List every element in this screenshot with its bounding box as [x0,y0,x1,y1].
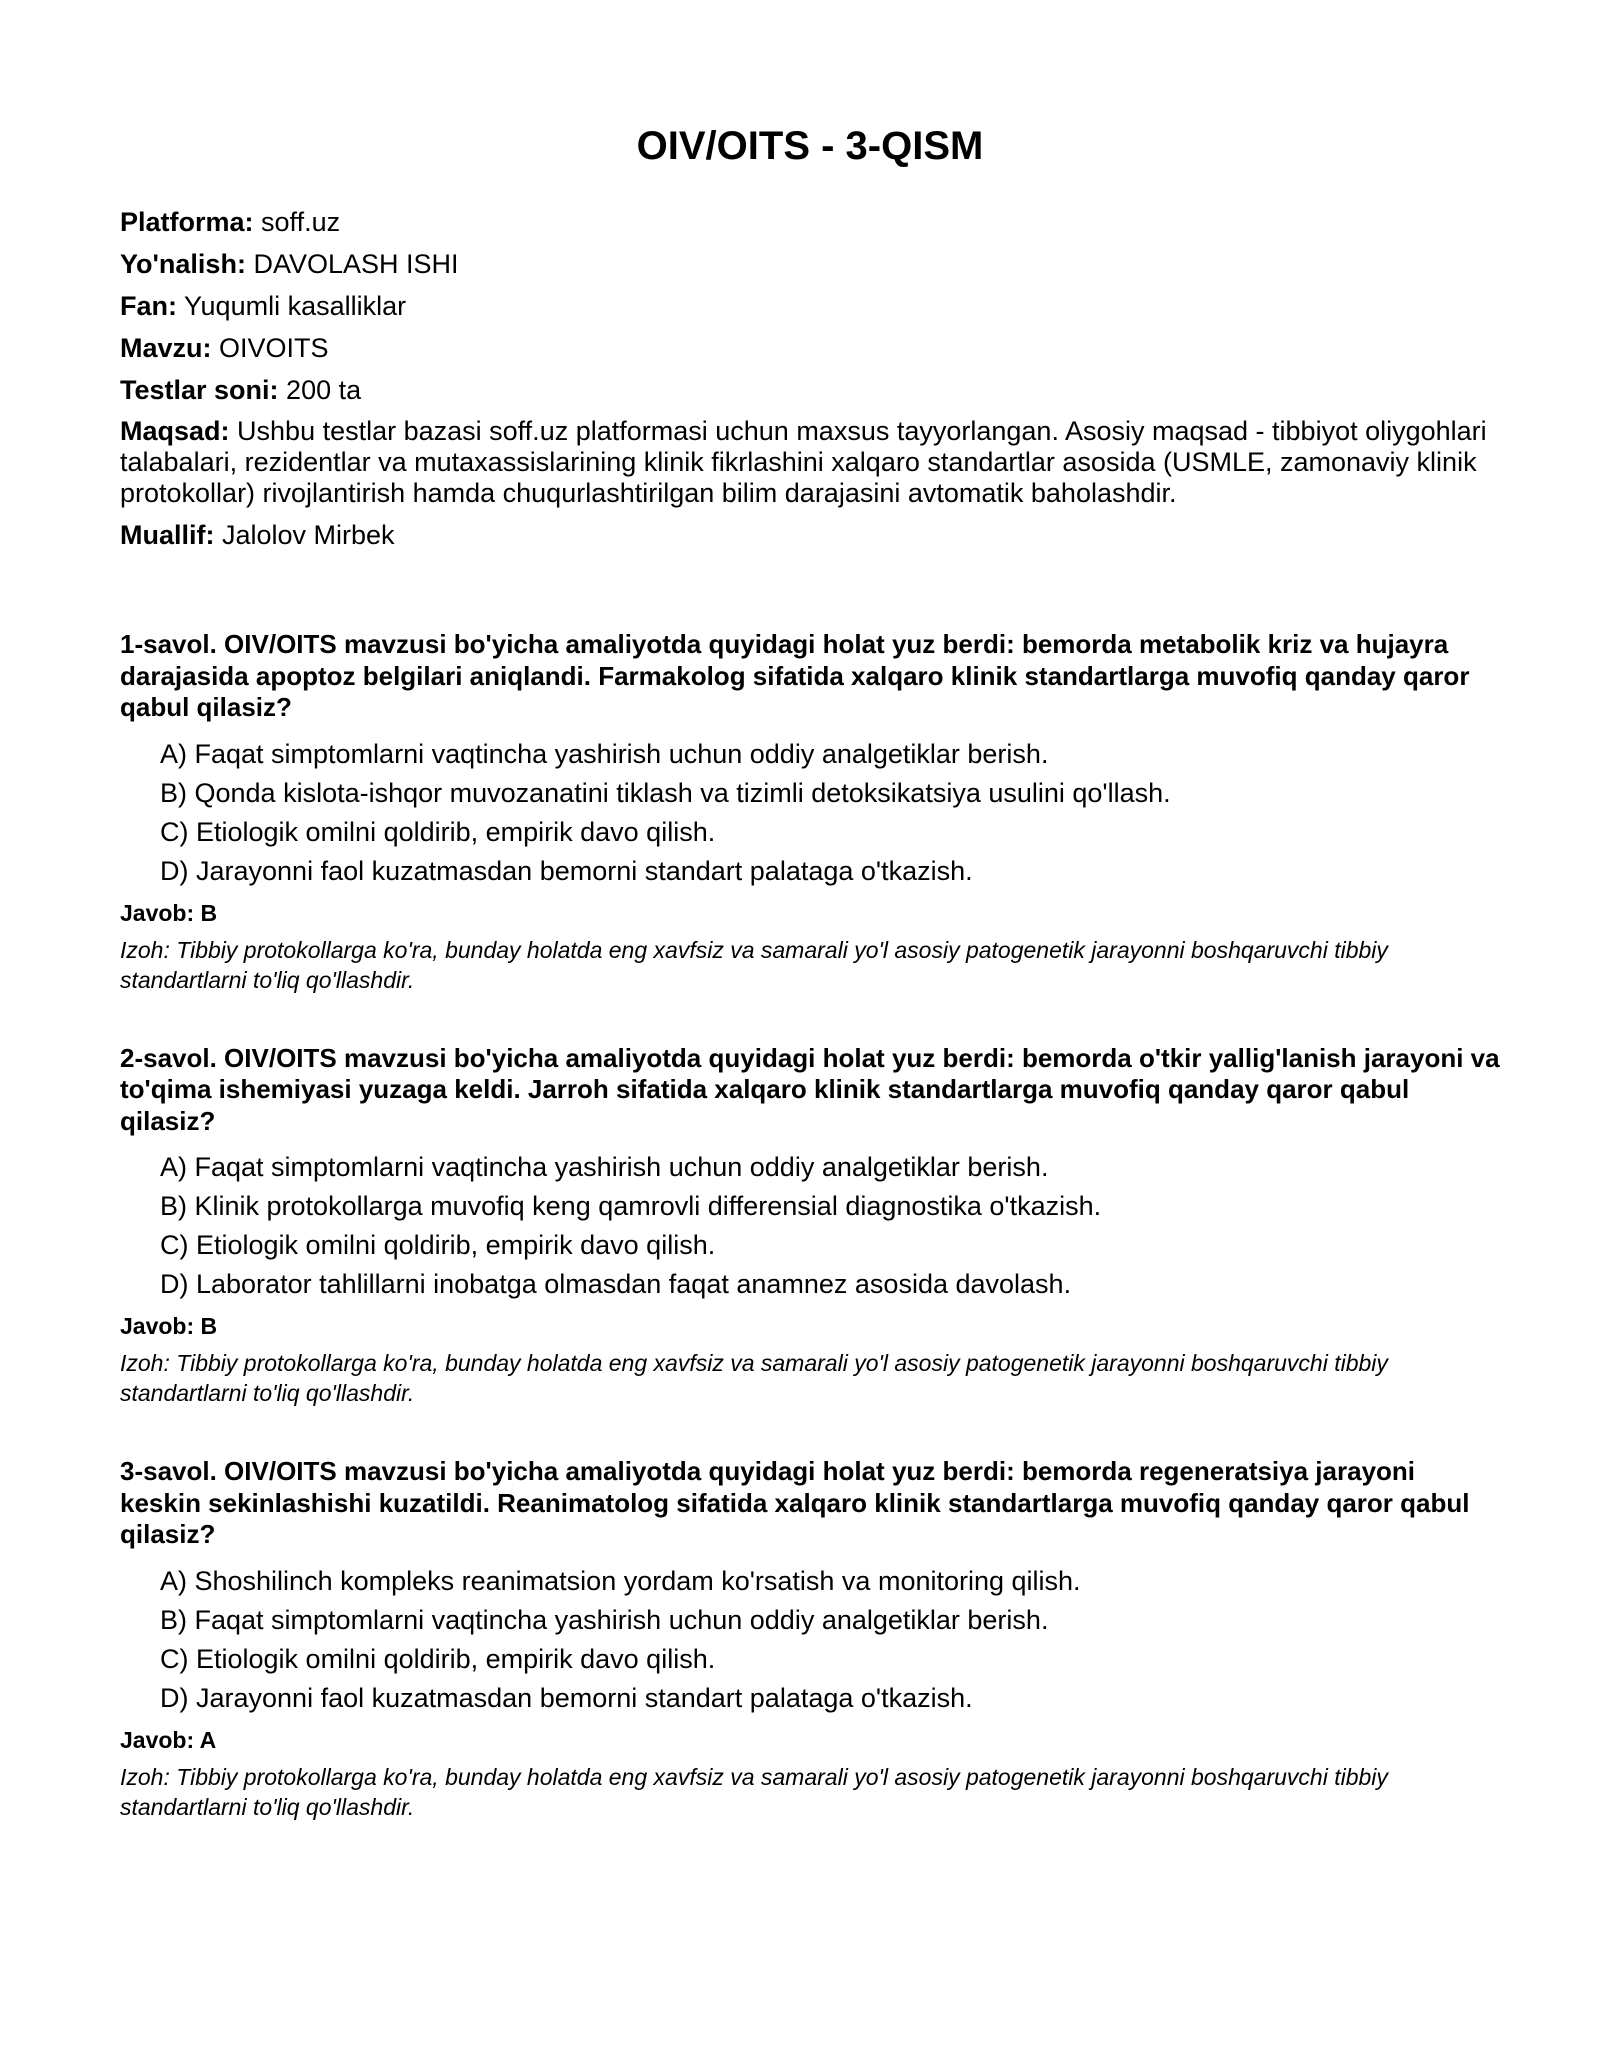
answer-explanation: Izoh: Tibbiy protokollarga ko'ra, bunday holatda eng xavfsiz va samarali yo'l asosiy patogenetik jarayonni boshqaruvchi tibbiy standartlarni to'liq qo'llashdir. [120,1350,1388,1406]
answer-option-c: C) Etiologik omilni qoldirib, empirik davo qilish. [160,816,716,847]
meta-test-count [120,374,1500,406]
meta-topic-label: Mavzu: [120,333,212,363]
document-metadata [120,206,1500,551]
meta-subject-label: Fan: [120,291,177,321]
meta-subject-value: Yuqumli kasalliklar [177,291,407,321]
meta-direction [120,248,1500,280]
answer-option-d: D) Laborator tahlillarni inobatga olmasdan faqat anamnez asosida davolash. [160,1269,1072,1299]
meta-direction-label: Yo'nalish: [120,249,246,279]
meta-author-label: Muallif: [120,520,215,550]
meta-direction-value: DAVOLASH ISHI [245,249,459,279]
meta-subject [120,290,1500,322]
question-3 [120,1456,1500,1822]
answer-option-a: A) Faqat simptomlarni vaqtincha yashirish uchun oddiy analgetiklar berish. [160,738,1049,769]
answer-option-c: C) Etiologik omilni qoldirib, empirik davo qilish. [160,1230,716,1260]
document-page [120,118,1500,1870]
answer-explanation: Izoh: Tibbiy protokollarga ko'ra, bunday holatda eng xavfsiz va samarali yo'l asosiy patogenetik jarayonni boshqaruvchi tibbiy standartlarni to'liq qo'llashdir. [120,1763,1388,1820]
meta-topic [120,332,1500,364]
meta-test-count-value: 200 ta [278,375,362,405]
meta-goal-value: Ushbu testlar bazasi soff.uz platformasi uchun maxsus tayyorlangan. Asosiy maqsad - tibbiyot oliygohlari talabalari, rezidentlar va mutaxassislarining klinik fikrlashini xalqaro standartlar asosida (USMLE, zamonaviy klinik protokollar) rivojlantirish hamda chuqurlashtirilgan bilim darajasini avtomatik baholashdir. [120,416,1487,508]
question-list [120,629,1500,1822]
answer-option-a: A) Faqat simptomlarni vaqtincha yashirish uchun oddiy analgetiklar berish. [160,1152,1049,1182]
answer-explanation: Izoh: Tibbiy protokollarga ko'ra, bunday holatda eng xavfsiz va samarali yo'l asosiy patogenetik jarayonni boshqaruvchi tibbiy standartlarni to'liq qo'llashdir. [120,936,1388,993]
answer-option-b: B) Qonda kislota-ishqor muvozanatini tiklash va tizimli detoksikatsiya usulini qo'llash. [160,777,1171,808]
correct-answer: Javob: B [120,1313,218,1339]
question-text: 2-savol. OIV/OITS mavzusi bo'yicha amaliyotda quyidagi holat yuz berdi: bemorda o'tkir yallig'lanish jarayoni va to'qima ishemiyasi yuzaga keldi. Jarroh sifatida xalqaro klinik standartlarga muvofiq qanday qaror qabul qilasiz? [120,1042,1500,1136]
meta-platform [120,206,1500,238]
answer-option-b: B) Klinik protokollarga muvofiq keng qamrovli differensial diagnostika o'tkazish. [160,1191,1102,1221]
document-title: OIV/OITS - 3-QISM [636,124,984,168]
question-text: 1-savol. OIV/OITS mavzusi bo'yicha amaliyotda quyidagi holat yuz berdi: bemorda metabolik kriz va hujayra darajasida apoptoz belgilari aniqlandi. Farmakolog sifatida xalqaro klinik standartlarga muvofiq qanday qaror qabul qilasiz? [120,629,1470,722]
correct-answer: Javob: B [120,899,218,926]
answer-option-d: D) Jarayonni faol kuzatmasdan bemorni standart palataga o'tkazish. [160,1682,973,1713]
answer-option-a: A) Shoshilinch kompleks reanimatsion yordam ko'rsatish va monitoring qilish. [160,1565,1081,1596]
meta-author [120,519,1500,551]
answer-option-c: C) Etiologik omilni qoldirib, empirik davo qilish. [160,1643,716,1674]
meta-platform-label: Platforma: [120,207,254,237]
meta-author-value: Jalolov Mirbek [214,520,395,550]
question-2 [120,1043,1500,1409]
meta-goal [120,416,1500,509]
meta-goal-label: Maqsad: [120,416,230,446]
meta-topic-value: OIVOITS [211,333,329,363]
question-text: 3-savol. OIV/OITS mavzusi bo'yicha amaliyotda quyidagi holat yuz berdi: bemorda regeneratsiya jarayoni keskin sekinlashishi kuzatildi. Reanimatolog sifatida xalqaro klinik standartlarga muvofiq qanday qaror qabul qilasiz? [120,1456,1470,1549]
answer-option-d: D) Jarayonni faol kuzatmasdan bemorni standart palataga o'tkazish. [160,855,973,886]
correct-answer: Javob: A [120,1726,217,1753]
meta-test-count-label: Testlar soni: [120,375,279,405]
answer-option-b: B) Faqat simptomlarni vaqtincha yashirish uchun oddiy analgetiklar berish. [160,1604,1049,1635]
question-1 [120,629,1500,995]
meta-platform-value: soff.uz [253,207,341,237]
